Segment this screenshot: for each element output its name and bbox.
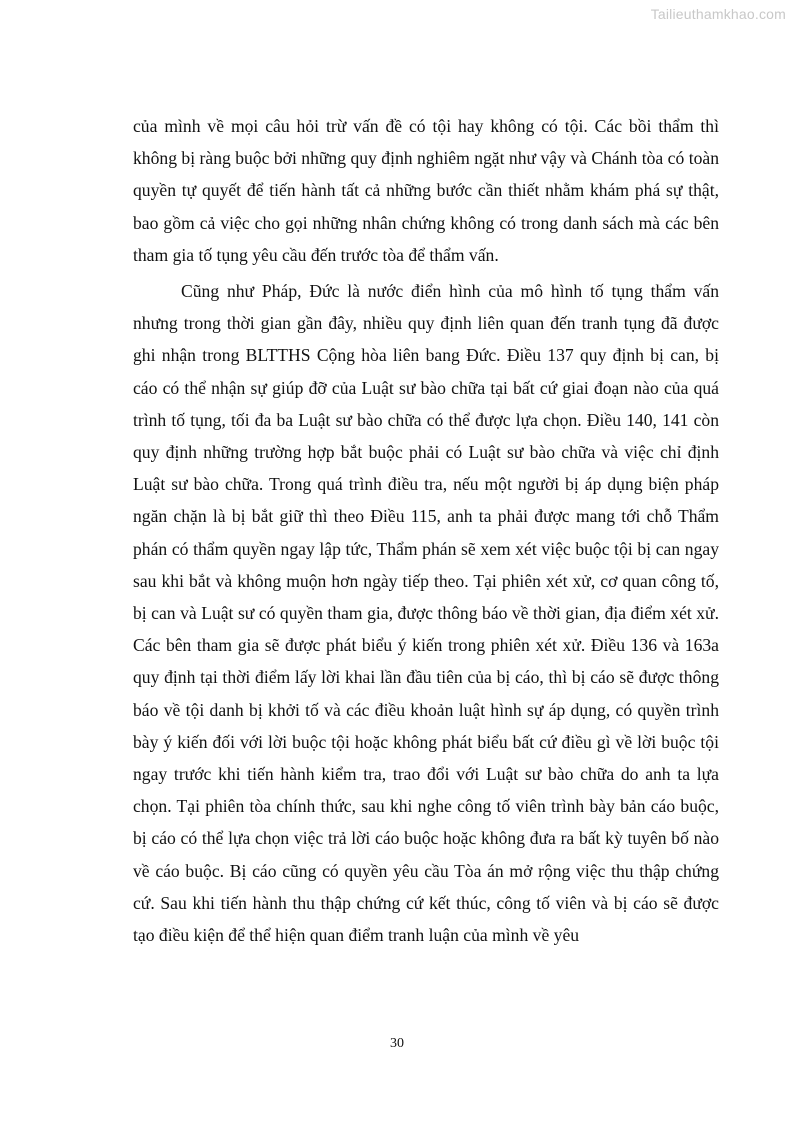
page-number: 30 — [390, 1036, 404, 1051]
document-body — [133, 110, 719, 951]
watermark: Tailieuthamkhao.com — [650, 6, 786, 22]
paragraph-continuation: của mình về mọi câu hỏi trừ vấn đề có tội hay không có tội. Các bồi thẩm thì không bị ràng buộc bởi những quy định nghiêm ngặt như vậy và Chánh tòa có toàn quyền tự quyết để tiến hành tất cả những bước cần thiết nhằm khám phá sự thật, bao gồm cả việc cho gọi những nhân chứng không có trong danh sách mà các bên tham gia tố tụng yêu cầu đến trước tòa để thẩm vấn. — [133, 116, 719, 265]
paragraph-germany: Cũng như Pháp, Đức là nước điển hình của mô hình tố tụng thẩm vấn nhưng trong thời gian gần đây, nhiều quy định liên quan đến tranh tụng đã được ghi nhận trong BLTTHS Cộng hòa liên bang Đức. Điều 137 quy định bị can, bị cáo có thể nhận sự giúp đỡ của Luật sư bào chữa tại bất cứ giai đoạn nào của quá trình tố tụng, tối đa ba Luật sư bào chữa có thể được lựa chọn. Điều 140, 141 còn quy định những trường hợp bắt buộc phải có Luật sư bào chữa và việc chỉ định Luật sư bào chữa. Trong quá trình điều tra, nếu một người bị áp dụng biện pháp ngăn chặn là bị bắt giữ thì theo Điều 115, anh ta phải được mang tới chỗ Thẩm phán có thẩm quyền ngay lập tức, Thẩm phán sẽ xem xét việc buộc tội bị can ngay sau khi bắt và không muộn hơn ngày tiếp theo. Tại phiên xét xử, cơ quan công tố, bị can và Luật sư có quyền tham gia, được thông báo về thời gian, địa điểm xét xử. Các bên tham gia sẽ được phát biểu ý kiến trong phiên xét xử. Điều 136 và 163a quy định tại thời điểm lấy lời khai lần đầu tiên của bị cáo, thì bị cáo sẽ được thông báo về tội danh bị khởi tố và các điều khoản luật hình sự áp dụng, có quyền trình bày ý kiến đối với lời buộc tội hoặc không phát biểu bất cứ điều gì về lời buộc tội ngay trước khi tiến hành kiểm tra, trao đổi với Luật sư bào chữa do anh ta lựa chọn. Tại phiên tòa chính thức, sau khi nghe công tố viên trình bày bản cáo buộc, bị cáo có thể lựa chọn việc trả lời cáo buộc hoặc không đưa ra bất kỳ tuyên bố nào về cáo buộc. Bị cáo cũng có quyền yêu cầu Tòa án mở rộng việc thu thập chứng cứ. Sau khi tiến hành thu thập chứng cứ kết thúc, công tố viên và bị cáo sẽ được tạo điều kiện để thể hiện quan điểm tranh luận của mình về yêu — [133, 281, 719, 946]
